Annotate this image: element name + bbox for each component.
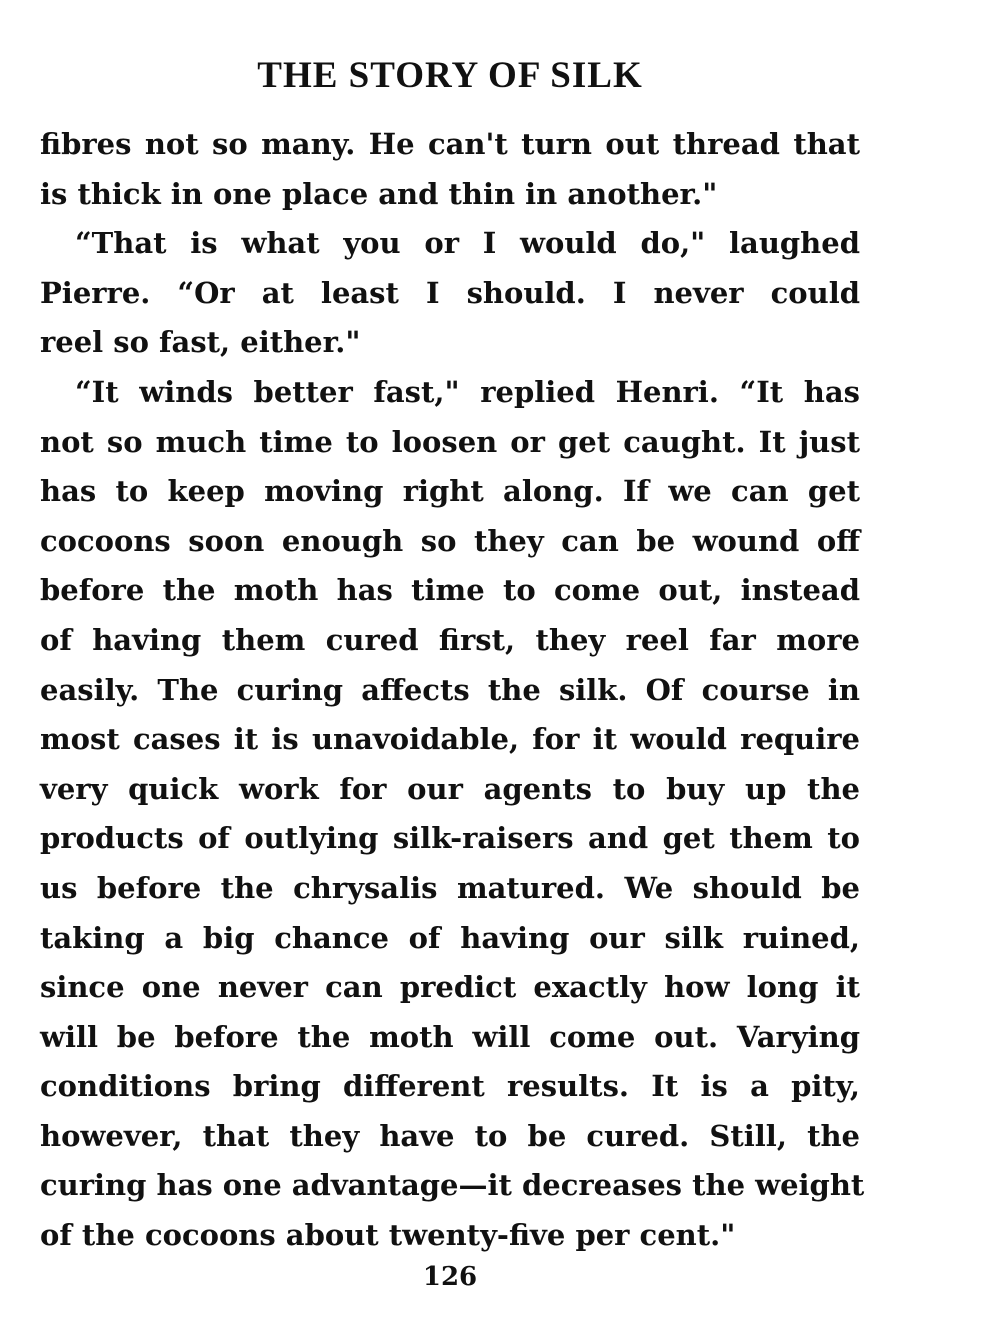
text-line: easily. The curing affects the silk. Of course in <box>40 672 860 707</box>
text-line: us before the chrysalis matured. We should be <box>40 870 860 905</box>
text-line: conditions bring different results. It is a pity, <box>40 1069 860 1104</box>
text-line: cocoons soon enough so they can be wound off <box>40 523 860 558</box>
text-line: of the cocoons about twenty-five per cent." <box>40 1218 736 1253</box>
text-line: taking a big chance of having our silk ruined, <box>40 920 860 955</box>
text-line: fibres not so many. He can't turn out thread that <box>40 127 860 161</box>
text-line: since one never can predict exactly how long it <box>40 970 860 1005</box>
text-line: before the moth has time to come out, instead <box>40 573 860 608</box>
text-line: is thick in one place and thin in another." <box>40 176 718 211</box>
text-line: “That is what you or I would do," laughed <box>75 226 860 261</box>
page-number: 126 <box>422 1262 478 1292</box>
text-line: most cases it is unavoidable, for it would require <box>40 722 860 757</box>
text-line: not so much time to loosen or get caught. It just <box>40 424 860 459</box>
text-line: very quick work for our agents to buy up the <box>40 771 860 806</box>
text-line: products of outlying silk-raisers and get them to <box>40 821 860 856</box>
body-text <box>40 120 865 1261</box>
text-line: of having them cured first, they reel far more <box>40 622 860 657</box>
text-line: will be before the moth will come out. Varying <box>40 1019 860 1054</box>
text-line: Pierre. “Or at least I should. I never could <box>40 275 860 310</box>
running-head: THE STORY OF SILK <box>257 55 643 96</box>
text-line: has to keep moving right along. If we can get <box>40 474 860 509</box>
text-line: reel so fast, either." <box>40 325 361 360</box>
text-line: “It winds better fast," replied Henri. “It has <box>75 374 860 409</box>
text-line: however, that they have to be cured. Still, the <box>40 1118 860 1153</box>
text-line: curing has one advantage—it decreases the weight <box>40 1168 865 1203</box>
